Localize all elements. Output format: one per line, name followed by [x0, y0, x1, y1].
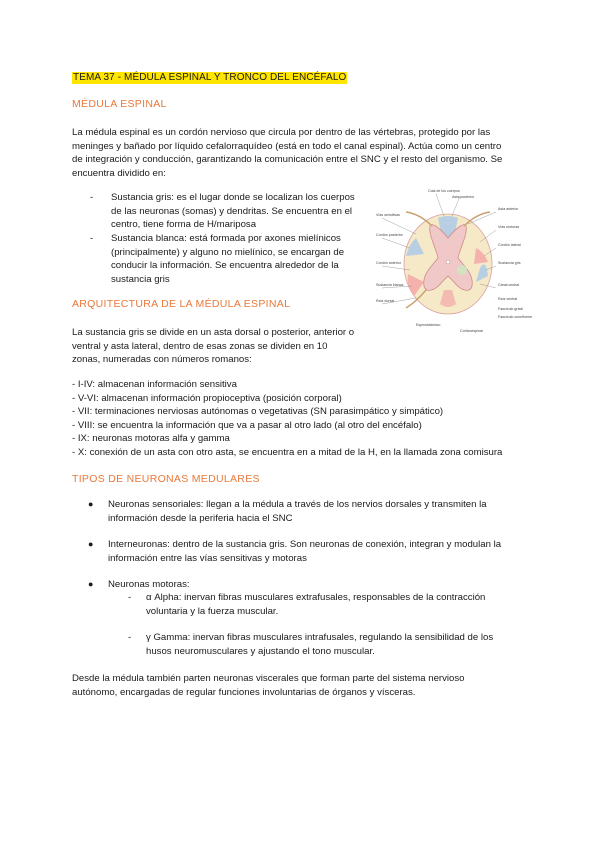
text-line: La médula espinal es un cordón nervioso que circula por dentro de las vértebras, protegido por las [72, 127, 491, 138]
dash-marker: - [90, 233, 94, 244]
bullet-marker: ● [88, 579, 94, 589]
fig-label: Sustancia gris [498, 261, 521, 265]
page-title: TEMA 37 - MÉDULA ESPINAL Y TRONCO DEL ENCÉFALO [73, 72, 347, 83]
zone-item: - X: conexión de un asta con otro asta, se encuentra en a mitad de la H, en la llamada zona comisura [72, 446, 503, 458]
zone-item: - I-IV: almacenan información sensitiva [72, 379, 237, 390]
central-canal [446, 260, 450, 264]
zone-item: - V-VI: almacenan información propioceptiva (posición corporal) [72, 392, 342, 404]
arquitectura-paragraph [72, 326, 382, 367]
section-heading-medula: MÉDULA ESPINAL [72, 98, 167, 110]
fig-label: Sustancia blanca [376, 283, 404, 287]
intro-paragraph [72, 126, 532, 180]
fig-label: Corticoespinal [460, 329, 483, 333]
text-line: autónomo, encargadas de regular funciones involuntarias de órganos y vísceras. [72, 686, 416, 698]
text-line: Desde la médula también parten neuronas viscerales que forman parte del sistema nervioso [72, 673, 465, 684]
fig-label: Cola de los cuerpos [428, 189, 460, 193]
section-heading-tipos: TIPOS DE NEURONAS MEDULARES [72, 473, 260, 485]
sub-item-gamma: γ Gamma: inervan fibras musculares intrafusales, regulando la sensibilidad de los husos neuromusculares y ajustando el tono muscular. [146, 632, 494, 657]
fig-label: Cordón lateral [498, 243, 521, 247]
fig-label: Cordón anterior [376, 261, 401, 265]
list-item-sustancia-blanca: Sustancia blanca: está formada por axones mielínicos (principalmente) y alguno no mielínico, se encargan de conducir la información. Se encuentra alrededor de la sustancia gris [111, 233, 345, 285]
fig-label: Asta posterior [452, 195, 475, 199]
bullet-motoras: Neuronas motoras: [108, 579, 190, 590]
text-line: zonas, numeradas con números romanos: [72, 354, 252, 366]
bullet-marker: ● [88, 499, 94, 509]
zone-item: - VIII: se encuentra la información que va a pasar al otro lado (al otro del encéfalo) [72, 419, 422, 431]
spinal-cord-diagram [376, 186, 558, 334]
text-line: La sustancia gris se divide en un asta dorsal o posterior, anterior o [72, 327, 355, 338]
fig-label: Fascículo cuneiforme [498, 315, 533, 319]
gray-zone-highlight [457, 265, 467, 275]
fig-label: Raíz ventral [498, 297, 518, 301]
zone-item: - IX: neuronas motoras alfa y gamma [72, 433, 230, 445]
zones-list [72, 378, 542, 460]
text-line: meninges y bañado por líquido cefalorraquídeo (está en todo el canal espinal). Actúa como un centro [72, 140, 502, 152]
section-heading-arquitectura: ARQUITECTURA DE LA MÉDULA ESPINAL [72, 298, 291, 310]
zone-item: - VII: terminaciones nerviosas autónomas o vegetativas (SN parasimpático y simpático) [72, 406, 444, 418]
text-line: encuentra dividido en: [72, 167, 166, 179]
fig-label: Vías sensitivas [376, 213, 400, 217]
fig-label: Vías motoras [498, 225, 520, 229]
spinal-cord-svg [376, 186, 558, 334]
fig-label: Canal central [498, 283, 520, 287]
fig-label: Fascículo grácil [498, 307, 523, 311]
fig-label: Asta anterior [498, 207, 519, 211]
text-line: ventral y asta lateral, dentro de esas zonas se dividen en 10 [72, 340, 328, 352]
list-item-sustancia-gris: Sustancia gris: es el lugar donde se localizan los cuerpos de las neuronas (somas) y dendritas. Se encuentra en el centro, tiene forma de H/mariposa [111, 192, 355, 231]
dash-marker: - [128, 632, 132, 643]
sub-item-alpha: α Alpha: inervan fibras musculares extrafusales, responsables de la contracción voluntaria y la fuerza muscular. [146, 592, 486, 617]
fig-label: Cordón posterior [376, 233, 403, 237]
bullet-sensoriales: Neuronas sensoriales: llegan a la médula a través de los nervios dorsales y transmiten la información desde la periferia hacia el SNC [108, 499, 487, 524]
bullet-interneuronas: Interneuronas: dentro de la sustancia gris. Son neuronas de conexión, integran y modulan la información entre las vías sensitivas y motoras [108, 539, 502, 564]
dash-marker: - [128, 592, 132, 603]
dash-marker: - [90, 192, 94, 203]
fig-label: Raíz dorsal [376, 299, 395, 303]
text-line: de integración y conducción, garantizando la comunicación entre el SNC y el resto del organismo. Se [72, 154, 503, 166]
closing-paragraph [72, 672, 532, 699]
bullet-marker: ● [88, 539, 94, 549]
fig-label: Espinotalámico [416, 323, 441, 327]
